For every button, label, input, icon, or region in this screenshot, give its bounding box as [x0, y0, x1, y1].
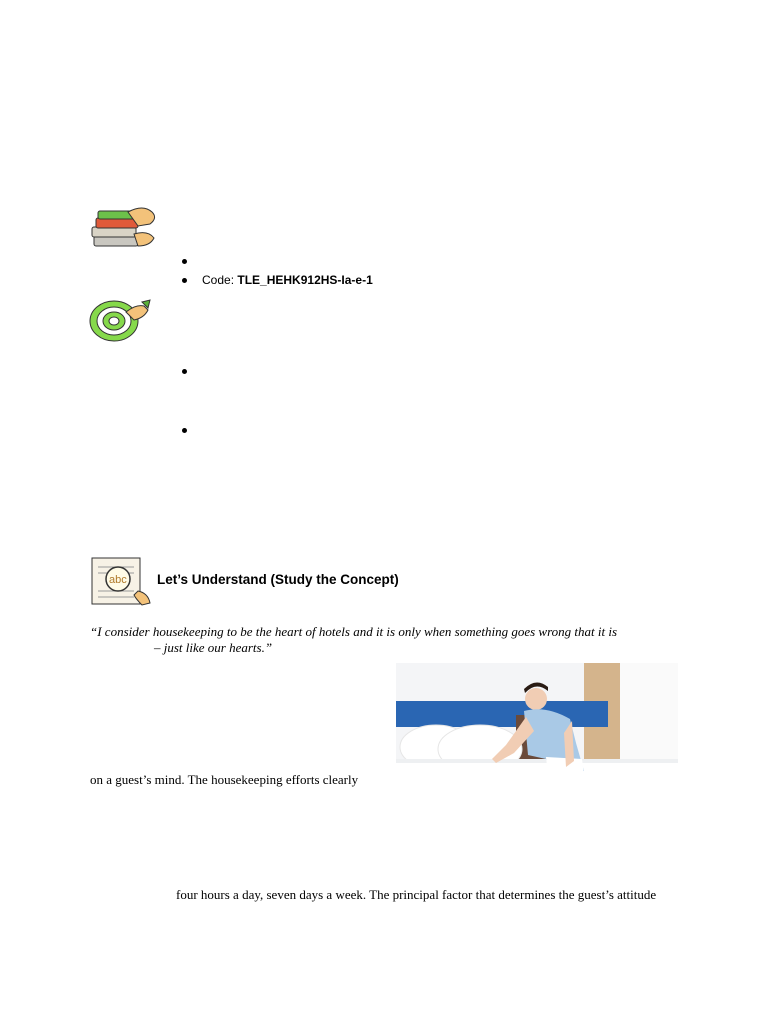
- list-item: [180, 252, 580, 271]
- objectives-list-2: [180, 362, 580, 381]
- code-label: Code:: [202, 273, 235, 287]
- abc-magnifier-icon: [88, 555, 154, 607]
- code-value: TLE_HEHK912HS-Ia-e-1: [237, 273, 373, 287]
- quote-line-1: “I consider housekeeping to be the heart of hotels and it is only when something goes wrong that it is: [90, 624, 618, 639]
- books-in-hand-icon: [88, 206, 158, 250]
- list-item-code: [180, 271, 580, 290]
- objectives-list-3: [180, 421, 580, 440]
- body-line-2: four hours a day, seven days a week. The principal factor that determines the guest’s attitude: [176, 887, 657, 902]
- svg-text:abc: abc: [109, 574, 127, 586]
- section-heading: Let’s Understand (Study the Concept): [157, 572, 399, 587]
- body-line-1: on a guest’s mind. The housekeeping efforts clearly: [90, 772, 359, 787]
- list-item: [180, 362, 580, 381]
- objectives-list: [180, 252, 580, 290]
- target-icon: [88, 298, 154, 344]
- quote-line-2: – just like our hearts.”: [154, 640, 273, 655]
- housekeeper-photo: [396, 663, 678, 803]
- list-item: [180, 421, 580, 440]
